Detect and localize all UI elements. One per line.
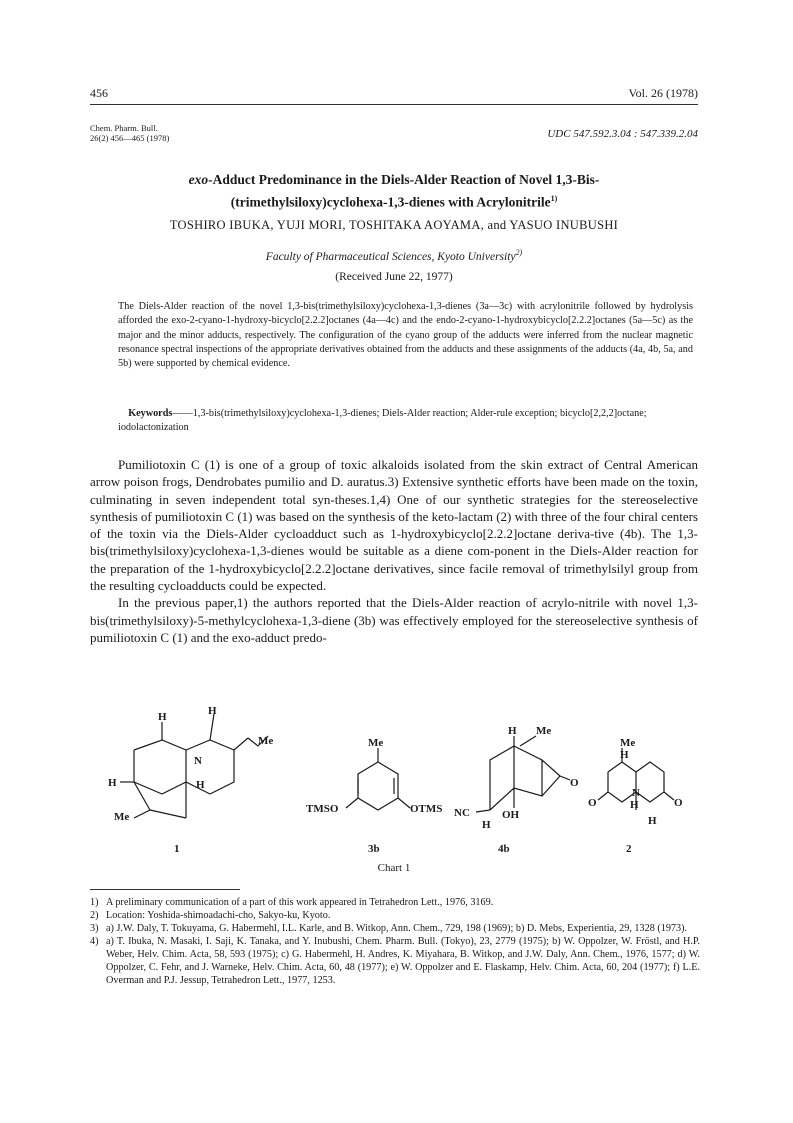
label-me-3b: Me <box>368 737 384 749</box>
body-paragraph-1: Pumiliotoxin C (1) is one of a group of toxic alkaloids isolated from the skin extract of Central American arrow poison frogs, Dendrobates pumilio and D. auratus.3) Extensive synthetic efforts have been made on the toxin, culminating in seven independent total syn-theses.1,4) One of our synthetic strategies for the stereoselective synthesis of pumiliotoxin C (1) was based on the synthesis of the keto-lactam (2) with three of the four chiral centers of the toxin via the Diels-Alder cycloadduct such as 1-hydroxybicyclo[2.2.2]octane deriva-tive (4b). The 1,3-bis(trimethylsiloxy)cyclohexa-1,3-dienes would be suitable as a diene com-ponent in the Diels-Alder reaction for the preparation of the 1-hydroxybicyclo[2.2.2]octane derivatives, since facile removal of trimethylsilyl group from the resulting cycloadducts could be expected. <box>90 457 698 594</box>
footnote-text: a) J.W. Daly, T. Tokuyama, G. Habermehl, I.L. Karle, and B. Witkop, Ann. Chem., 729, 198 (1969); b) D. Mebs, Experientia, 29, 1328 (1973). <box>106 923 688 934</box>
footnote-1 <box>90 896 700 909</box>
compound-label-3b: 3b <box>368 843 380 855</box>
label-h-2c: H <box>648 815 657 827</box>
label-me-1: Me <box>258 735 274 747</box>
label-h-1b: H <box>158 711 167 723</box>
footnote-number: 4) <box>90 936 99 947</box>
compound-4b-structure <box>476 736 570 812</box>
title-footnote-ref: 1) <box>550 194 558 203</box>
footnote-4 <box>90 935 700 987</box>
body-paragraph-2: In the previous paper,1) the authors reported that the Diels-Alder reaction of acrylo-nitrile with novel 1,3-bis(trimethylsiloxy)-5-methylcyclohexa-1,3-diene (3b) was effectively employed for the stereoselective synthesis of pumiliotoxin C (1) and the exo-adduct predo- <box>90 595 698 645</box>
label-o-2a: O <box>588 797 597 809</box>
affiliation <box>90 248 698 263</box>
label-o-2b: O <box>674 797 683 809</box>
affiliation-footnote-ref: 2) <box>515 248 523 257</box>
footnotes <box>90 896 700 987</box>
volume-label: Vol. 26 (1978) <box>628 86 698 100</box>
footnote-number: 1) <box>90 897 99 908</box>
footnote-text: a) T. Ibuka, N. Masaki, I. Saji, K. Tanaka, and Y. Inubushi, Chem. Pharm. Bull. (Tokyo), 23, 2779 (1975); b) W. Oppolzer, W. Fröstl, and H.P. Weber, Helv. Chim. Acta, 58, 593 (1975); c) G. Habermehl, H. Andres, K. Miyahara, B. Witkop, and J.W. Daly, Ann. Chem., 1976, 1577; d) W. Oppolzer, C. Fehr, and J. Warneke, Helv. Chim. Acta, 60, 48 (1977); e) W. Oppolzer and E. Flaskamp, Helv. Chim. Acta, 60, 204 (1977); f) L.E. Overman and P.J. Jessup, Tetrahedron Lett., 1977, 1253. <box>106 936 700 986</box>
title-italic: exo <box>188 172 209 187</box>
label-me-2: Me <box>620 737 636 749</box>
compound-3b-structure <box>346 748 410 810</box>
label-h-1c: H <box>196 779 205 791</box>
footnote-number: 3) <box>90 923 99 934</box>
label-me-1b: Me <box>114 811 130 823</box>
footnote-text: A preliminary communication of a part of this work appeared in Tetrahedron Lett., 1976, 3169. <box>106 897 494 908</box>
label-me-4b: Me <box>536 725 552 737</box>
label-h-1d: H <box>108 777 117 789</box>
label-h-2a: H <box>620 749 629 761</box>
compound-label-2: 2 <box>626 843 632 855</box>
authors: TOSHIRO IBUKA, YUJI MORI, TOSHITAKA AOYAMA, and YASUO INUBUSHI <box>169 218 619 232</box>
chart-1-structures <box>90 700 698 880</box>
label-nc: NC <box>454 807 470 819</box>
label-n-2: N <box>632 787 640 799</box>
udc-code: UDC 547.592.3.04 : 547.339.2.04 <box>547 128 698 140</box>
title-line-1: -Adduct Predominance in the Diels-Alder Reaction of Novel 1,3-Bis- <box>208 172 600 187</box>
label-h-1a: H <box>208 705 217 717</box>
label-o-4b: O <box>570 777 579 789</box>
footnote-3 <box>90 922 700 935</box>
received-date: (Received June 22, 1977) <box>335 271 453 283</box>
compound-label-1: 1 <box>174 843 180 855</box>
label-n-1: N <box>194 755 202 767</box>
title-line-2: (trimethylsiloxy)cyclohexa-1,3-dienes with Acrylonitrile <box>230 194 551 210</box>
affiliation-text: Faculty of Pharmaceutical Sciences, Kyoto University <box>265 250 516 263</box>
article-title <box>90 170 698 212</box>
footnote-rule <box>90 889 240 890</box>
citation-line-1: Chem. Pharm. Bull. <box>90 123 158 133</box>
keywords-text: ——1,3-bis(trimethylsiloxy)cyclohexa-1,3-dienes; Diels-Alder reaction; Alder-rule exception; bicyclo[2,2,2]octane; iodolactonization <box>118 408 647 434</box>
chart-caption: Chart 1 <box>377 862 411 874</box>
abstract: The Diels-Alder reaction of the novel 1,3-bis(trimethylsiloxy)cyclohexa-1,3-dienes (3a—3c) with acrylonitrile followed by hydrolysis afforded the exo-2-cyano-1-hydroxy-bicyclo[2.2.2]octanes (4a—4c) and the endo-2-cyano-1-hydroxybicyclo[2.2.2]octanes (5a—5c) as the major and the minor adducts, respectively. The configuration of the cyano group of the adducts were inferred from the nuclear magnetic resonance spectral inspections of the appropriate derivatives obtained from the adducts and these assignments of the adducts (4a, 4b, 5a, and 5b) were supported by chemical evidence. <box>118 301 693 370</box>
journal-citation <box>90 123 169 143</box>
body-text <box>90 456 698 646</box>
label-h-4b: H <box>508 725 517 737</box>
page-number: 456 <box>90 86 108 100</box>
keywords-label: Keywords <box>128 408 173 419</box>
footnote-2 <box>90 909 700 922</box>
label-oh: OH <box>502 809 520 821</box>
label-h-2b: H <box>630 799 639 811</box>
label-tmso: TMSO <box>306 803 339 815</box>
footnote-number: 2) <box>90 910 99 921</box>
header-rule <box>90 104 698 105</box>
label-otms: OTMS <box>410 803 443 815</box>
keywords <box>118 407 693 436</box>
label-h-4b-b: H <box>482 819 491 831</box>
compound-label-4b: 4b <box>498 843 510 855</box>
footnote-text: Location: Yoshida-shimoadachi-cho, Sakyo-ku, Kyoto. <box>106 910 331 921</box>
citation-line-2: 26(2) 456—465 (1978) <box>90 133 170 143</box>
